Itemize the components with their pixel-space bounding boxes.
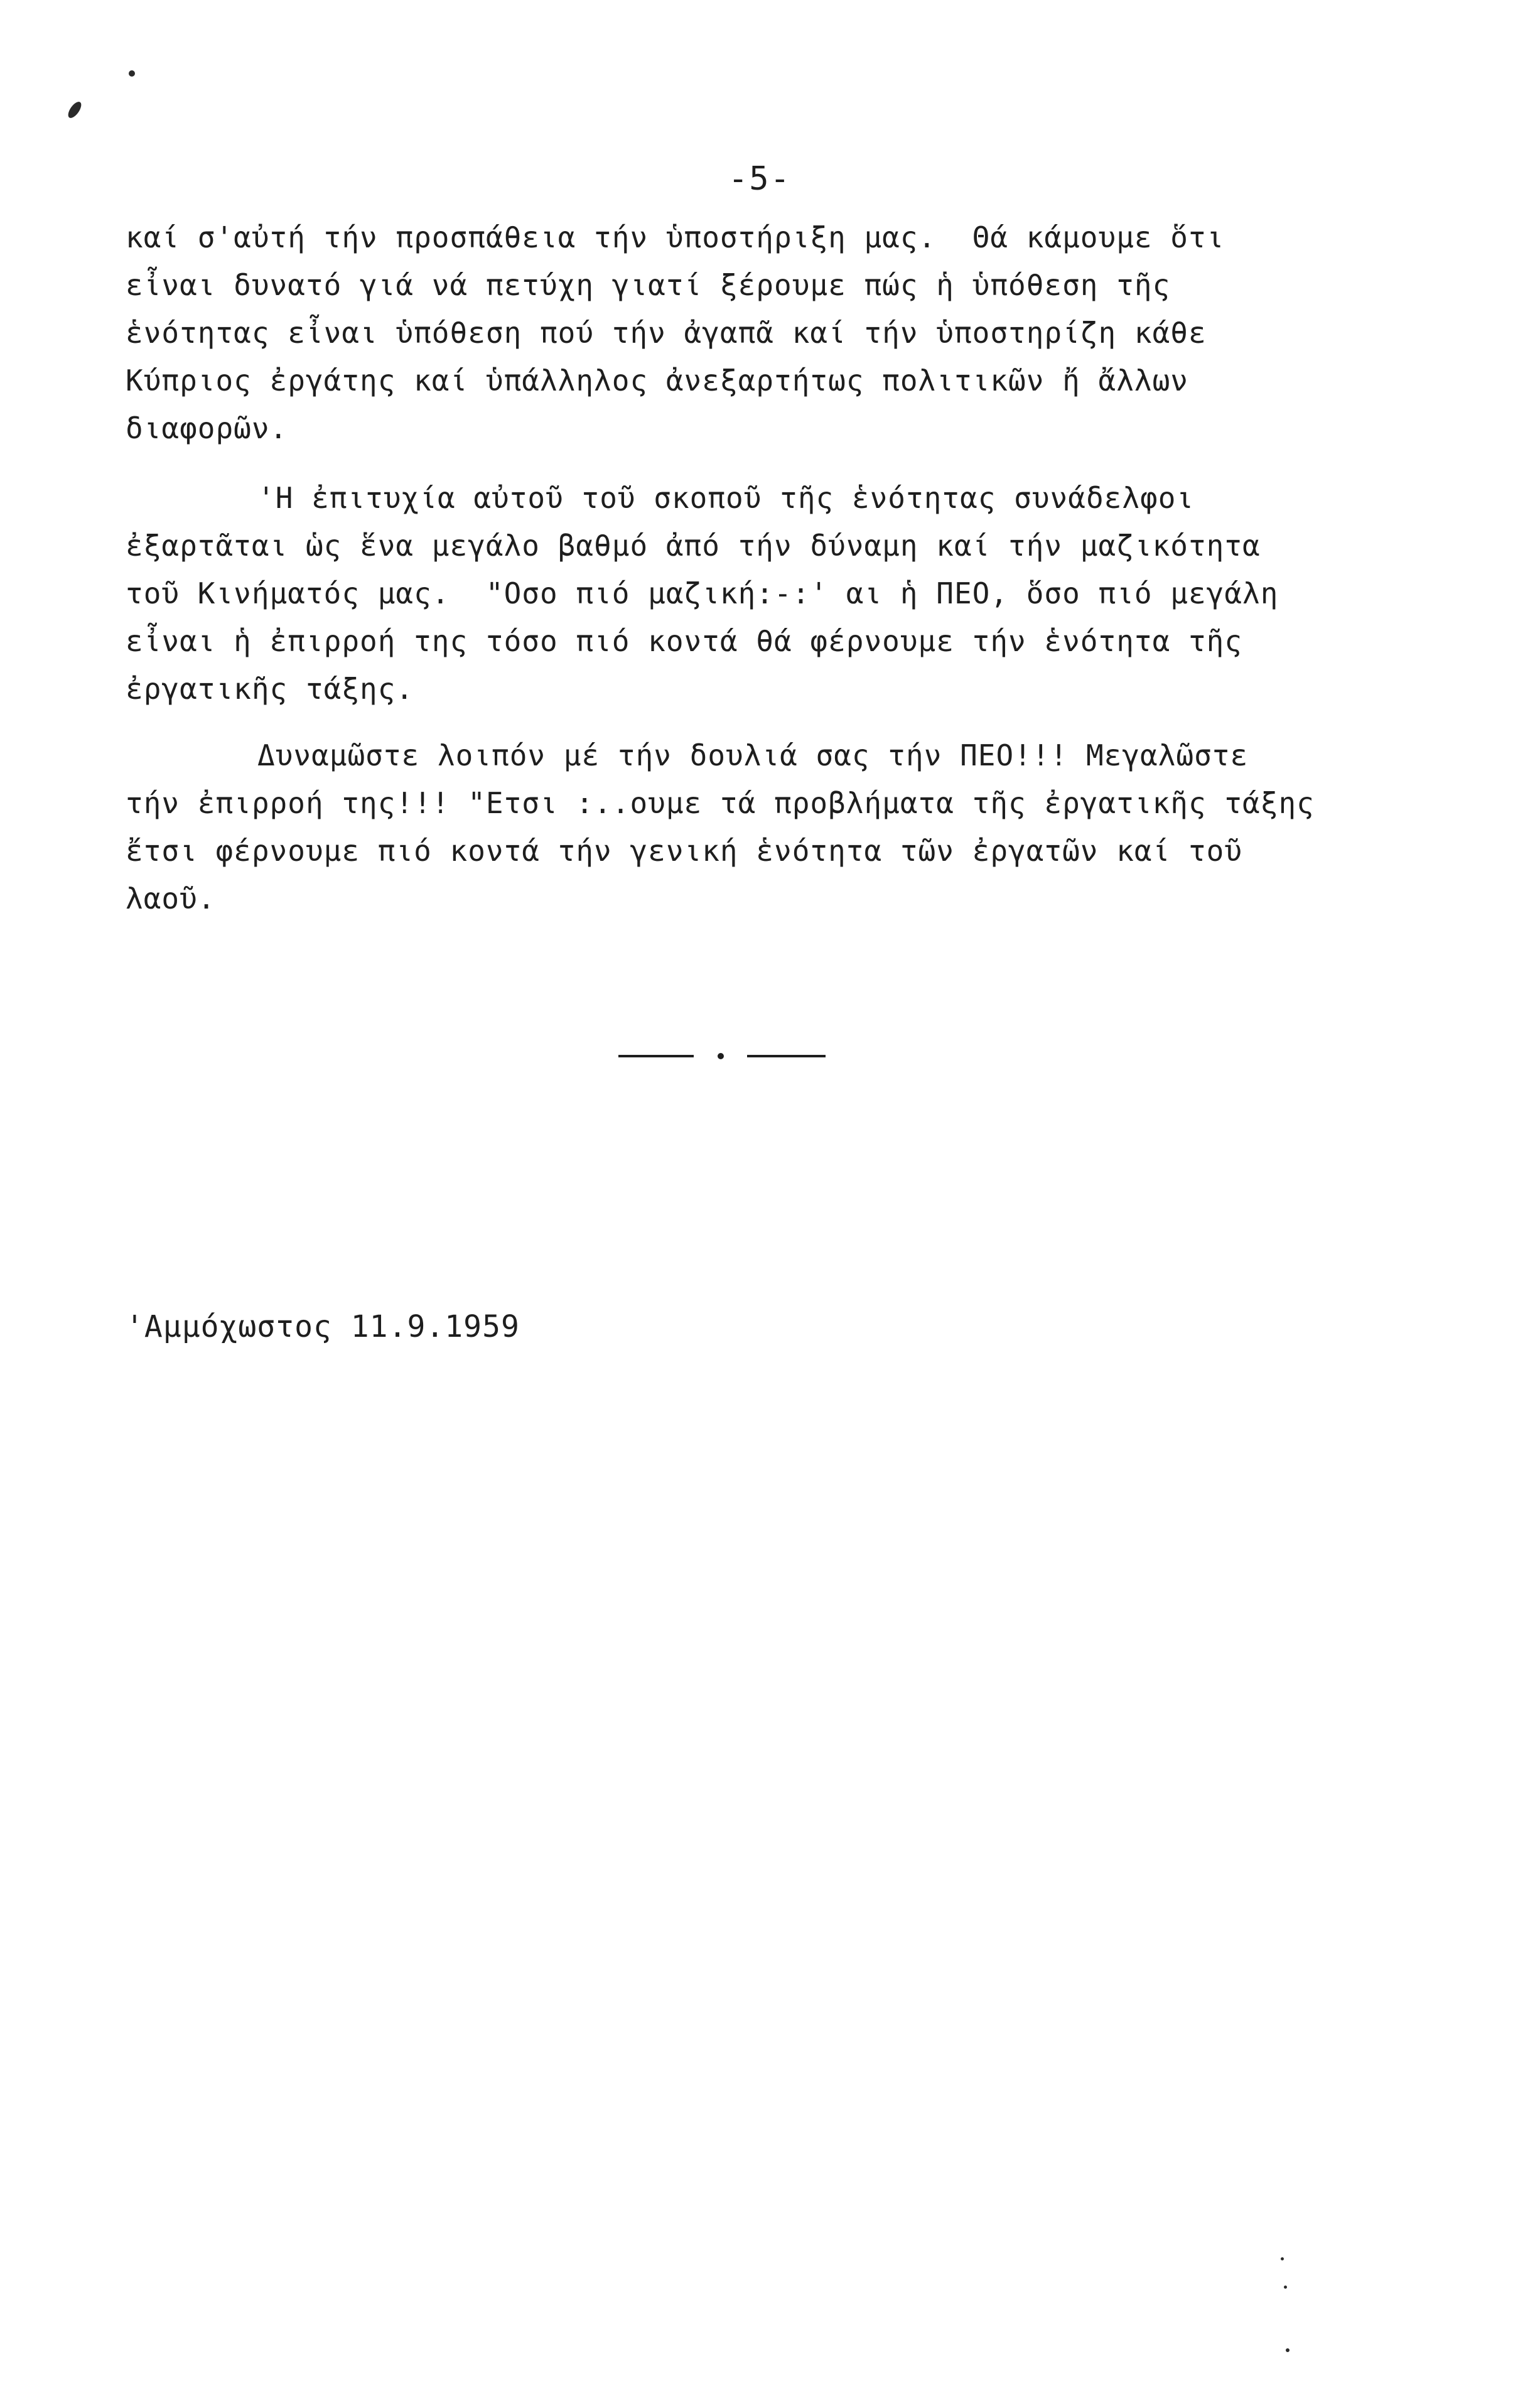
text-line: τοῦ Κινήματός μας. "Οσο πιό μαζική:-:' αι ἡ ΠΕΟ, ὅσο πιό μεγάλη bbox=[126, 576, 1279, 610]
text-line: λαοῦ. bbox=[126, 882, 216, 915]
text-line: 'Η ἐπιτυχία αὐτοῦ τοῦ σκοποῦ τῆς ἑνότητας συνάδελφοι bbox=[257, 481, 1195, 515]
text-line: ἐργατικῆς τάξης. bbox=[126, 672, 414, 706]
scan-mark bbox=[66, 100, 84, 121]
section-divider bbox=[618, 1050, 826, 1062]
text-line: ἑνότητας εἶναι ὑπόθεση πού τήν ἀγαπᾶ καί τήν ὑποστηρίζη κάθε bbox=[126, 316, 1207, 350]
text-line: διαφορῶν. bbox=[126, 411, 288, 445]
text-line: ἔτσι φέρνουμε πιό κοντά τήν γενική ἑνότητα τῶν ἐργατῶν καί τοῦ bbox=[126, 834, 1243, 868]
paragraph-3 bbox=[126, 731, 1381, 922]
text-line: εἶναι δυνατό γιά νά πετύχη γιατί ξέρουμε πώς ἡ ὑπόθεση τῆς bbox=[126, 268, 1171, 302]
scan-mark bbox=[1286, 2348, 1290, 2352]
divider-dash bbox=[618, 1055, 694, 1057]
text-line: καί σ'αὐτή τήν προσπάθεια τήν ὑποστήριξη μας. Θά κάμουμε ὅτι bbox=[126, 220, 1225, 254]
page-number: -5- bbox=[728, 160, 791, 198]
place-date: 'Αμμόχωστος 11.9.1959 bbox=[126, 1309, 520, 1344]
divider-dash bbox=[747, 1055, 826, 1057]
scan-mark bbox=[129, 70, 135, 77]
scan-mark bbox=[1284, 2286, 1287, 2289]
text-line: Δυναμῶστε λοιπόν μέ τήν δουλιά σας τήν ΠΕΟ!!! Μεγαλῶστε bbox=[257, 738, 1249, 772]
scan-mark bbox=[1281, 2257, 1284, 2260]
paragraph-1 bbox=[126, 213, 1381, 452]
divider-dot bbox=[718, 1053, 724, 1059]
text-line: Κύπριος ἐργάτης καί ὑπάλληλος ἀνεξαρτήτως πολιτικῶν ἤ ἄλλων bbox=[126, 364, 1188, 397]
text-line: ἐξαρτᾶται ὡς ἕνα μεγάλο βαθμό ἀπό τήν δύναμη καί τήν μαζικότητα bbox=[126, 529, 1261, 563]
text-line: εἶναι ἡ ἐπιρροή της τόσο πιό κοντά θά φέρνουμε τήν ἑνότητα τῆς bbox=[126, 624, 1243, 658]
paragraph-2 bbox=[126, 474, 1381, 713]
text-line: τήν ἐπιρροή της!!! "Ετσι :..ουμε τά προβλήματα τῆς ἐργατικῆς τάξης bbox=[126, 786, 1315, 820]
